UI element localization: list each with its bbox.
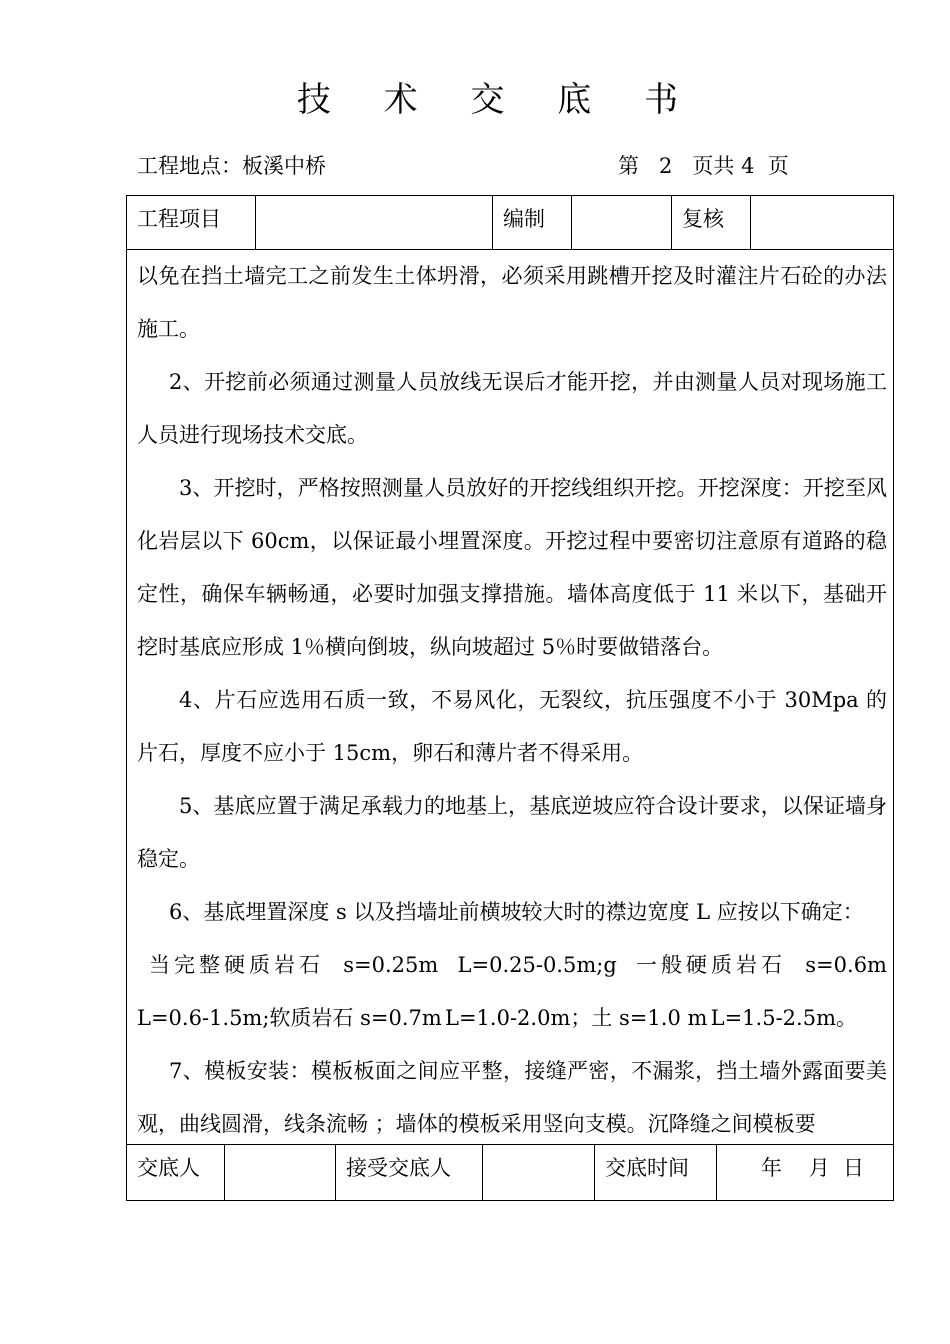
disclosure-content xyxy=(137,250,887,1151)
compiled-label: 编制 xyxy=(503,207,545,231)
page-info: 第 2 页共 4 页 xyxy=(618,154,789,178)
handover-time-label: 交底时间 xyxy=(605,1156,689,1180)
spec-item: s=0.25m xyxy=(343,953,439,977)
depth-spec-line-1 xyxy=(137,939,887,992)
project-value[interactable] xyxy=(256,196,492,249)
project-label: 工程项目 xyxy=(137,207,221,231)
handover-time-value[interactable]: 年 月 日 xyxy=(761,1156,865,1180)
handover-value[interactable] xyxy=(225,1145,335,1200)
paragraph-1: 以免在挡土墙完工之前发生土体坍滑，必须采用跳槽开挖及时灌注片石砼的办法施工。 xyxy=(137,264,887,341)
spec-item: L=1.0-2.0m；土 s=1.0 m xyxy=(445,1006,708,1030)
review-value[interactable] xyxy=(751,196,893,249)
paragraph-6: 6、基底埋置深度 s 以及挡墙址前横坡较大时的襟边宽度 L 应按以下确定： xyxy=(169,900,864,924)
paragraph-2: 2、开挖前必须通过测量人员放线无误后才能开挖，并由测量人员对现场施工人员进行现场技术交底。 xyxy=(137,370,887,447)
handover-label: 交底人 xyxy=(137,1156,200,1180)
depth-spec-line-2 xyxy=(137,992,887,1045)
receiver-value[interactable] xyxy=(483,1145,594,1200)
receiver-label: 接受交底人 xyxy=(346,1156,451,1180)
review-label: 复核 xyxy=(682,207,724,231)
document-title: 技 术 交 底 书 xyxy=(296,80,700,120)
paragraph-3: 3、开挖时，严格按照测量人员放好的开挖线组织开挖。开挖深度：开挖至风化岩层以下 60cm，以保证最小埋置深度。开挖过程中要密切注意原有道路的稳定性，确保车辆畅通，必要时加强支撑措施。墙体高度低于 11 米以下，基础开挖时基底应形成 1％横向倒坡，纵向坡超过 5％时要做错落台。 xyxy=(137,476,887,659)
compiled-value[interactable] xyxy=(572,196,671,249)
spec-item: L=1.5-2.5m。 xyxy=(710,1006,857,1030)
paragraph-5: 5、基底应置于满足承载力的地基上，基底逆坡应符合设计要求，以保证墙身稳定。 xyxy=(137,794,887,871)
spec-item: 当完整硬质岩石 xyxy=(149,953,324,977)
spec-item: 一般硬质岩石 xyxy=(636,953,787,977)
footer-row xyxy=(127,1144,893,1200)
spec-item: s=0.6m xyxy=(805,953,887,977)
project-location: 工程地点：板溪中桥 xyxy=(137,154,326,178)
spec-item: L=0.6-1.5m;软质岩石 s=0.7m xyxy=(137,1006,442,1030)
spec-item: L=0.25-0.5m;g xyxy=(457,953,617,977)
paragraph-7: 7、模板安装：模板板面之间应平整，接缝严密，不漏浆，挡土墙外露面要美观，曲线圆滑，线条流畅 ；墙体的模板采用竖向支模。沉降缝之间模板要 xyxy=(137,1059,887,1136)
disclosure-table xyxy=(126,195,894,1201)
paragraph-4: 4、片石应选用石质一致，不易风化，无裂纹，抗压强度不小于 30Mpa 的片石，厚度不应小于 15cm，卵石和薄片者不得采用。 xyxy=(137,688,887,765)
header-row xyxy=(127,196,893,250)
